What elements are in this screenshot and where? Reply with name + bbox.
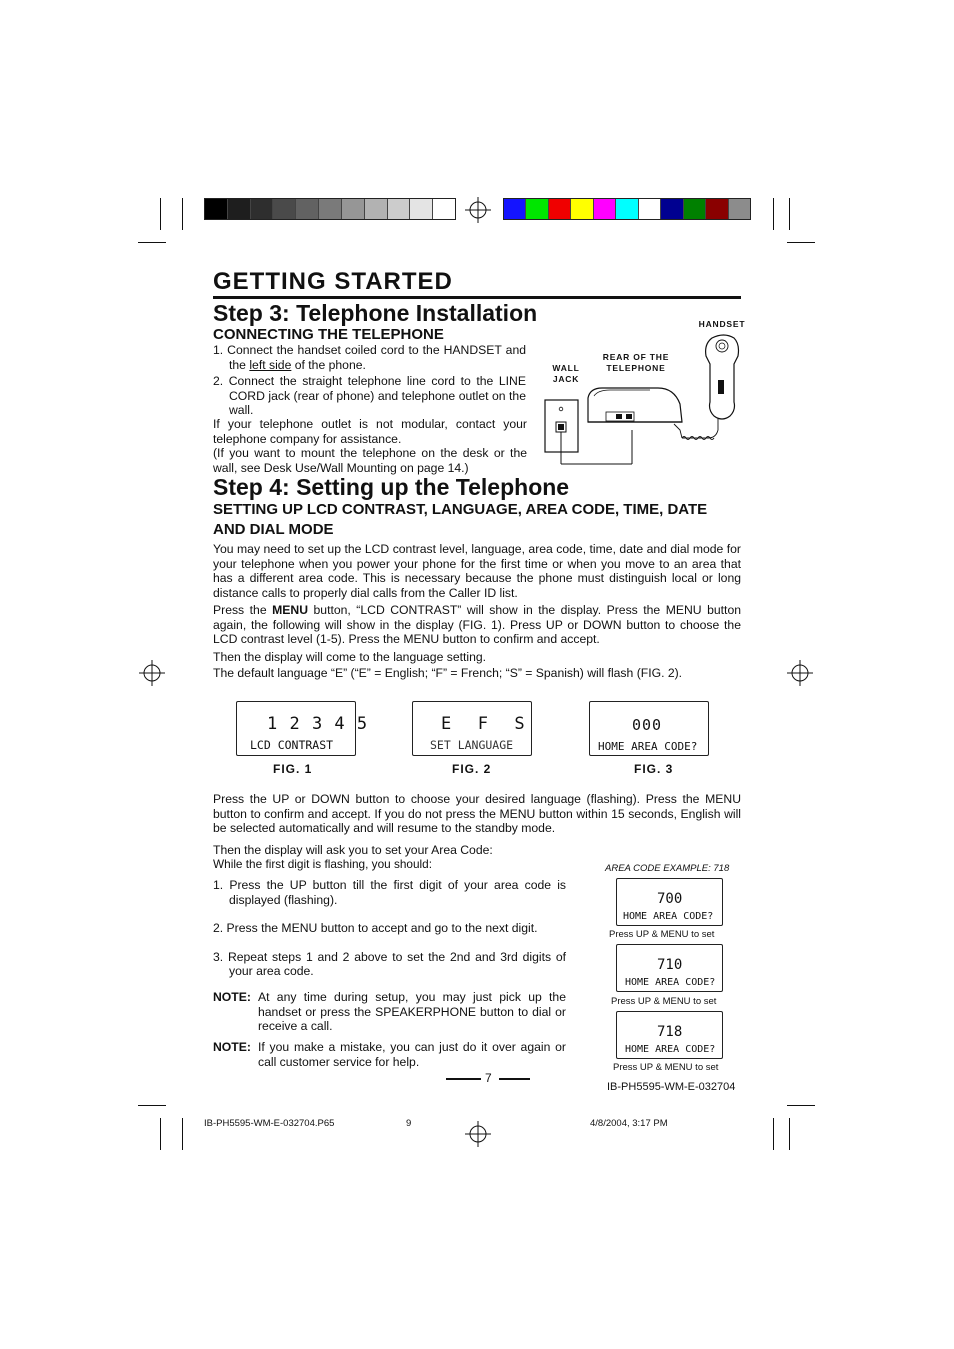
title-rule (213, 296, 741, 299)
gray-swatch-7 (365, 199, 388, 219)
lcd-ex1-top: 700 (657, 891, 683, 907)
step3-para-2: (If you want to mount the telephone on the desk or the wall, see Desk Use/Wall Mounting on page 14.) (213, 446, 527, 475)
footer-sheet: 9 (406, 1118, 412, 1129)
registration-mark-top-icon (465, 197, 491, 223)
fig-2-label: FIG. 2 (452, 762, 492, 776)
registration-mark-bottom-icon (465, 1121, 491, 1147)
step4-subheading: SETTING UP LCD CONTRAST, LANGUAGE, AREA CODE, TIME, DATE AND DIAL MODE (213, 501, 708, 538)
lcd-ex1-bottom: HOME AREA CODE? (623, 911, 714, 922)
registration-mark-right-icon (787, 660, 813, 686)
lcd-fig3-bottom: HOME AREA CODE? (598, 740, 698, 753)
gray-swatch-2 (251, 199, 274, 219)
step4-para-1: You may need to set up the LCD contrast level, language, area code, time, date and dial mode for your telephone when you power your phone for the first time or when you move to an area that has a different area code. This is necessary because the phone must distinguish local or long distance calls to properly dial calls from the Caller ID list. (213, 542, 741, 600)
gray-swatch-10 (433, 199, 455, 219)
note-1 (213, 990, 566, 1034)
step3-item-2: 2. Connect the straight telephone line cord to the LINE CORD jack (rear of phone) and telephone outlet on the wall. (213, 374, 526, 417)
gray-swatch-9 (410, 199, 433, 219)
gray-swatch-4 (296, 199, 319, 219)
phone-illustration-icon (540, 330, 750, 470)
lcd-figure-1 (236, 701, 369, 756)
label-rear-of-telephone: REAR OF THE TELEPHONE (602, 352, 670, 373)
footer-file: IB-PH5595-WM-E-032704.P65 (204, 1118, 335, 1129)
step4-para-6b: While the first digit is flashing, you should: (213, 857, 433, 871)
note-2-text: If you make a mistake, you can just do it over again or call customer service for help. (258, 1040, 566, 1069)
ex3-caption: Press UP & MENU to set (613, 1062, 719, 1073)
color-swatch-0 (504, 199, 526, 219)
ex1-caption: Press UP & MENU to set (609, 929, 715, 940)
document-code: IB-PH5595-WM-E-032704 (607, 1081, 736, 1093)
step3-item-1: 1. Connect the handset coiled cord to the HANDSET and the left side of the phone. (213, 343, 526, 372)
note-2-label: NOTE: (213, 1040, 251, 1054)
color-swatch-1 (526, 199, 548, 219)
color-swatch-8 (684, 199, 706, 219)
lcd-ex2-top: 710 (657, 957, 683, 973)
lcd-fig3-top: 000 (632, 716, 663, 734)
gray-swatch-1 (228, 199, 251, 219)
lcd-fig1-bottom: LCD CONTRAST (250, 738, 334, 752)
color-swatch-4 (594, 199, 616, 219)
lcd-example-2 (616, 944, 723, 992)
step4-para-3: Then the display will come to the language setting. (213, 650, 487, 664)
page-title: GETTING STARTED (213, 268, 453, 295)
label-wall-jack: WALL JACK (552, 363, 580, 384)
lcd-ex3-top: 718 (657, 1024, 683, 1040)
step4-para-5: Press the UP or DOWN button to choose your desired language (flashing). Press the MENU button to confirm and accept. If you do not press the MENU button within 15 seconds, English will be selected automatically and will resume to the standby mode. (213, 792, 741, 835)
step3-heading: Step 3: Telephone Installation (213, 300, 538, 326)
color-calibration-bar (503, 198, 751, 220)
note-1-label: NOTE: (213, 990, 251, 1004)
left-side-text: left side (249, 357, 292, 372)
color-swatch-10 (729, 199, 750, 219)
lcd-ex2-bottom: HOME AREA CODE? (625, 977, 716, 988)
color-swatch-6 (639, 199, 661, 219)
color-swatch-3 (571, 199, 593, 219)
color-swatch-2 (549, 199, 571, 219)
page-number-rule-left (446, 1078, 481, 1080)
lcd-figure-2 (412, 701, 532, 756)
page-number: 7 (485, 1071, 492, 1085)
page-number-rule-right (499, 1078, 530, 1080)
gray-swatch-3 (273, 199, 296, 219)
fig-1-label: FIG. 1 (273, 762, 313, 776)
grayscale-calibration-bar (204, 198, 456, 220)
gray-swatch-8 (388, 199, 411, 219)
note-2 (213, 1040, 566, 1069)
color-swatch-5 (616, 199, 638, 219)
footer-date: 4/8/2004, 3:17 PM (590, 1118, 668, 1129)
lcd-example-3 (616, 1011, 723, 1059)
step4-para-6a: Then the display will ask you to set your Area Code: (213, 843, 493, 857)
step3-subheading: CONNECTING THE TELEPHONE (213, 326, 444, 343)
lcd-fig2-top: E F S (441, 714, 527, 734)
gray-swatch-5 (319, 199, 342, 219)
registration-mark-left-icon (139, 660, 165, 686)
area-step-3: 3. Repeat steps 1 and 2 above to set the 2nd and 3rd digits of your area code. (213, 949, 566, 978)
lcd-example-1 (616, 878, 723, 926)
lcd-figure-3 (589, 701, 709, 756)
gray-swatch-6 (342, 199, 365, 219)
color-swatch-9 (706, 199, 728, 219)
area-code-example-label: AREA CODE EXAMPLE: 718 (605, 863, 730, 874)
step4-para-2: Press the MENU button, “LCD CONTRAST” will show in the display. Press the MENU button again, the following will show in the display (FIG. 1). Press UP or DOWN button to choose the LCD contrast level (1-5). Press the MENU button to confirm and accept. (213, 603, 741, 646)
area-step-2: 2. Press the MENU button to accept and go to the next digit. (213, 921, 538, 935)
label-handset: HANDSET (698, 319, 746, 329)
lcd-fig2-bottom: SET LANGUAGE (430, 738, 514, 752)
ex2-caption: Press UP & MENU to set (611, 996, 717, 1007)
area-code-steps (213, 878, 566, 979)
gray-swatch-0 (205, 199, 228, 219)
note-1-text: At any time during setup, you may just pick up the handset or press the SPEAKERPHONE button to dial or receive a call. (258, 990, 566, 1033)
step3-para-1: If your telephone outlet is not modular, contact your telephone company for assistance. (213, 417, 527, 446)
step3-list (213, 343, 526, 418)
step4-heading: Step 4: Setting up the Telephone (213, 474, 570, 500)
lcd-ex3-bottom: HOME AREA CODE? (625, 1044, 716, 1055)
area-step-1: 1. Press the UP button till the first digit of your area code is displayed (flashing). (213, 878, 566, 907)
fig-3-label: FIG. 3 (634, 762, 674, 776)
step4-para-4: The default language “E” (“E” = English; “F” = French; “S” = Spanish) will flash (FIG. 2). (213, 666, 683, 680)
menu-bold-text: MENU (272, 603, 309, 617)
color-swatch-7 (661, 199, 683, 219)
lcd-fig1-top: 1 2 3 4 5 (267, 714, 369, 734)
